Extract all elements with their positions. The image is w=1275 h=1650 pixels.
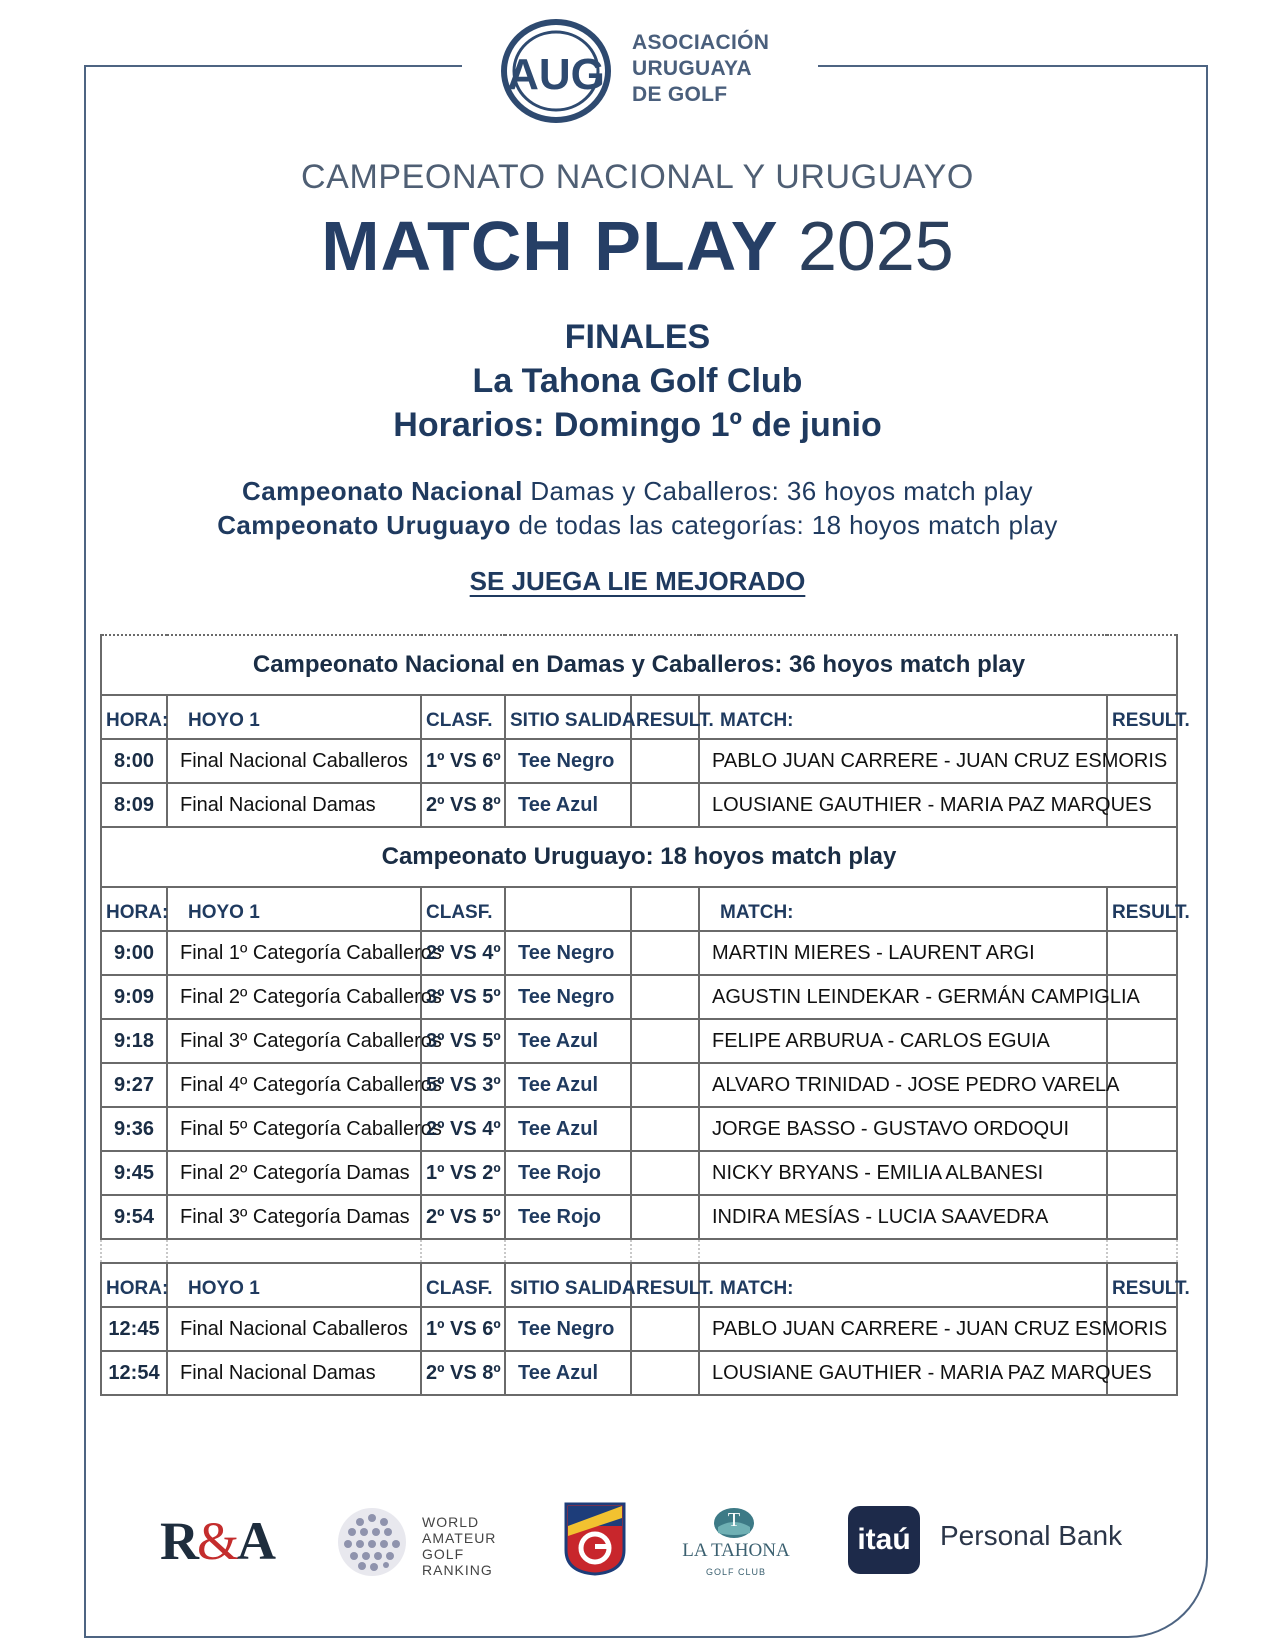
sitio-salida: Tee Azul — [505, 1351, 631, 1395]
table-row — [101, 1195, 1177, 1239]
clasificacion: 2º VS 4º — [421, 1107, 505, 1151]
wagr-line-2: AMATEUR — [422, 1530, 497, 1546]
clasificacion: 1º VS 6º — [421, 1307, 505, 1351]
clasificacion: 5º VS 3º — [421, 1063, 505, 1107]
match-play-title — [0, 206, 1275, 286]
result-cell — [631, 783, 699, 827]
spacer-cell — [167, 1239, 421, 1263]
result-cell — [631, 1195, 699, 1239]
header-clasf: CLASF. — [421, 1263, 505, 1307]
clasificacion: 3º VS 5º — [421, 975, 505, 1019]
spacer-cell — [699, 1239, 1107, 1263]
header-sitio: SITIO SALIDA — [505, 695, 631, 739]
tee-time: 9:36 — [101, 1107, 167, 1151]
clasificacion: 3º VS 5º — [421, 1019, 505, 1063]
header-hora: HORA: — [101, 1263, 167, 1307]
table-row — [101, 1019, 1177, 1063]
org-name-line-1: ASOCIACIÓN — [632, 31, 770, 54]
match-players: PABLO JUAN CARRERE - JUAN CRUZ ESMORIS — [699, 1307, 1107, 1351]
tee-time: 9:00 — [101, 931, 167, 975]
sitio-salida: Tee Negro — [505, 739, 631, 783]
result-cell-2 — [1107, 931, 1177, 975]
table-row — [101, 1151, 1177, 1195]
sitio-salida: Tee Azul — [505, 1107, 631, 1151]
sitio-salida: Tee Negro — [505, 931, 631, 975]
table-row — [101, 1351, 1177, 1395]
match-players: JORGE BASSO - GUSTAVO ORDOQUI — [699, 1107, 1107, 1151]
tee-time: 8:09 — [101, 783, 167, 827]
header-match: MATCH: — [699, 695, 1107, 739]
header-row — [101, 695, 1177, 739]
clasificacion: 1º VS 2º — [421, 1151, 505, 1195]
hoyo-category: Final 4º Categoría Caballeros — [167, 1063, 421, 1107]
table-row — [101, 1307, 1177, 1351]
match-players: LOUSIANE GAUTHIER - MARIA PAZ MARQUES — [699, 1351, 1107, 1395]
spacer-cell — [1107, 1239, 1177, 1263]
uruguayo-info-bold: Campeonato Uruguayo — [217, 510, 511, 540]
tee-time: 9:45 — [101, 1151, 167, 1195]
result-cell — [631, 739, 699, 783]
tee-times-table — [100, 634, 1190, 1396]
result-cell — [631, 1351, 699, 1395]
club-heading: La Tahona Golf Club — [472, 362, 803, 400]
uruguayo-info-rest: de todas las categorías: 18 hoyos match play — [510, 510, 1058, 540]
section2-title: Campeonato Uruguayo: 18 hoyos match play — [101, 827, 1177, 887]
tee-time: 9:18 — [101, 1019, 167, 1063]
sitio-salida: Tee Negro — [505, 975, 631, 1019]
tee-time: 9:09 — [101, 975, 167, 1019]
result-cell — [631, 1107, 699, 1151]
schedule-date-heading: Horarios: Domingo 1º de junio — [393, 406, 882, 444]
hoyo-category: Final 2º Categoría Damas — [167, 1151, 421, 1195]
sitio-salida: Tee Rojo — [505, 1151, 631, 1195]
header-match: MATCH: — [699, 1263, 1107, 1307]
match-players: INDIRA MESÍAS - LUCIA SAAVEDRA — [699, 1195, 1107, 1239]
header-result: RESULT. — [631, 1263, 699, 1307]
hoyo-category: Final 1º Categoría Caballeros — [167, 931, 421, 975]
table-row — [101, 931, 1177, 975]
ra-logo-a: A — [237, 1511, 275, 1571]
header-result: RESULT. — [631, 695, 699, 739]
ra-logo — [160, 1510, 274, 1590]
header-sitio-empty — [505, 887, 631, 931]
ra-logo-amp: & — [197, 1511, 238, 1571]
tee-time: 9:27 — [101, 1063, 167, 1107]
header-clasf: CLASF. — [421, 695, 505, 739]
tahona-logo-icon — [712, 1507, 756, 1539]
spacer-cell — [631, 1239, 699, 1263]
table-row — [101, 739, 1177, 783]
ra-logo-r: R — [160, 1511, 197, 1571]
spacer-cell — [421, 1239, 505, 1263]
header-result-empty — [631, 887, 699, 931]
svg-text:T: T — [727, 1509, 741, 1531]
nacional-info-line — [0, 476, 1275, 507]
result-cell — [631, 931, 699, 975]
club-shield-icon — [564, 1502, 626, 1576]
org-name-line-3: DE GOLF — [632, 83, 728, 106]
header-hoyo: HOYO 1 — [167, 1263, 421, 1307]
wagr-line-3: GOLF — [422, 1546, 465, 1562]
finales-heading: FINALES — [564, 318, 711, 356]
personal-bank-text: Personal Bank — [940, 1520, 1123, 1551]
hoyo-category: Final 3º Categoría Caballeros — [167, 1019, 421, 1063]
match-players: ALVARO TRINIDAD - JOSE PEDRO VARELA — [699, 1063, 1107, 1107]
table-row — [101, 783, 1177, 827]
clasificacion: 2º VS 4º — [421, 931, 505, 975]
match-players: MARTIN MIERES - LAURENT ARGI — [699, 931, 1107, 975]
wagr-line-4: RANKING — [422, 1562, 493, 1578]
tee-time: 12:45 — [101, 1307, 167, 1351]
tee-times-table-body — [101, 635, 1190, 1395]
org-name-line-2: URUGUAYA — [632, 57, 752, 80]
result-cell-2 — [1107, 1151, 1177, 1195]
spacer-cell — [101, 1239, 167, 1263]
clasificacion: 2º VS 5º — [421, 1195, 505, 1239]
lie-mejorado-notice: SE JUEGA LIE MEJORADO — [469, 566, 806, 596]
match-play-bold: MATCH PLAY — [321, 207, 779, 285]
hoyo-category: Final 2º Categoría Caballeros — [167, 975, 421, 1019]
golf-ball-icon — [336, 1506, 408, 1578]
sitio-salida: Tee Rojo — [505, 1195, 631, 1239]
hoyo-category: Final Nacional Caballeros — [167, 1307, 421, 1351]
result-cell — [631, 1019, 699, 1063]
spacer-row — [101, 1239, 1177, 1263]
result-cell — [631, 1063, 699, 1107]
header-clasf: CLASF. — [421, 887, 505, 931]
header-row — [101, 1263, 1177, 1307]
itau-logo: itaú — [848, 1506, 920, 1574]
hoyo-category: Final Nacional Caballeros — [167, 739, 421, 783]
header-hora: HORA: — [101, 695, 167, 739]
table-row — [101, 975, 1177, 1019]
table-row — [101, 1107, 1177, 1151]
hoyo-category: Final Nacional Damas — [167, 783, 421, 827]
header-match: MATCH: — [699, 887, 1107, 931]
match-play-year: 2025 — [797, 207, 954, 285]
tee-time: 9:54 — [101, 1195, 167, 1239]
nacional-info-bold: Campeonato Nacional — [242, 476, 523, 506]
header-hoyo: HOYO 1 — [167, 887, 421, 931]
header-result-2: RESULT. — [1107, 887, 1177, 931]
tee-time: 12:54 — [101, 1351, 167, 1395]
tahona-name: LA TAHONA — [682, 1540, 790, 1561]
result-cell-2 — [1107, 1019, 1177, 1063]
sitio-salida: Tee Azul — [505, 783, 631, 827]
match-players: FELIPE ARBURUA - CARLOS EGUIA — [699, 1019, 1107, 1063]
header-row — [101, 887, 1177, 931]
header-hora: HORA: — [101, 887, 167, 931]
uruguayo-info-line — [0, 510, 1275, 541]
championship-title: CAMPEONATO NACIONAL Y URUGUAYO — [301, 158, 974, 196]
sitio-salida: Tee Negro — [505, 1307, 631, 1351]
result-cell-2 — [1107, 1195, 1177, 1239]
table-row — [101, 1063, 1177, 1107]
sitio-salida: Tee Azul — [505, 1019, 631, 1063]
header-result-2: RESULT. — [1107, 695, 1177, 739]
hoyo-category: Final 3º Categoría Damas — [167, 1195, 421, 1239]
section-title-row — [101, 827, 1177, 887]
section-title-row — [101, 635, 1177, 695]
clasificacion: 1º VS 6º — [421, 739, 505, 783]
match-players: AGUSTIN LEINDEKAR - GERMÁN CAMPIGLIA — [699, 975, 1107, 1019]
match-players: PABLO JUAN CARRERE - JUAN CRUZ ESMORIS — [699, 739, 1107, 783]
result-cell — [631, 1151, 699, 1195]
tee-time: 8:00 — [101, 739, 167, 783]
clasificacion: 2º VS 8º — [421, 783, 505, 827]
match-players: NICKY BRYANS - EMILIA ALBANESI — [699, 1151, 1107, 1195]
match-players: LOUSIANE GAUTHIER - MARIA PAZ MARQUES — [699, 783, 1107, 827]
spacer-cell — [505, 1239, 631, 1263]
result-cell-2 — [1107, 1107, 1177, 1151]
hoyo-category: Final 5º Categoría Caballeros — [167, 1107, 421, 1151]
result-cell — [631, 975, 699, 1019]
org-name — [632, 30, 769, 108]
header-sitio: SITIO SALIDA — [505, 1263, 631, 1307]
section1-title: Campeonato Nacional en Damas y Caballeros: 36 hoyos match play — [101, 635, 1177, 695]
aug-logo — [500, 18, 612, 124]
sitio-salida: Tee Azul — [505, 1063, 631, 1107]
aug-logo-letters: AUG — [507, 50, 605, 99]
result-cell — [631, 1307, 699, 1351]
wagr-text — [422, 1514, 496, 1578]
header-hoyo: HOYO 1 — [167, 695, 421, 739]
wagr-line-1: WORLD — [422, 1514, 480, 1530]
tahona-subtitle: GOLF CLUB — [705, 1567, 766, 1577]
clasificacion: 2º VS 8º — [421, 1351, 505, 1395]
header-result-2: RESULT. — [1107, 1263, 1177, 1307]
hoyo-category: Final Nacional Damas — [167, 1351, 421, 1395]
nacional-info-rest: Damas y Caballeros: 36 hoyos match play — [522, 476, 1033, 506]
